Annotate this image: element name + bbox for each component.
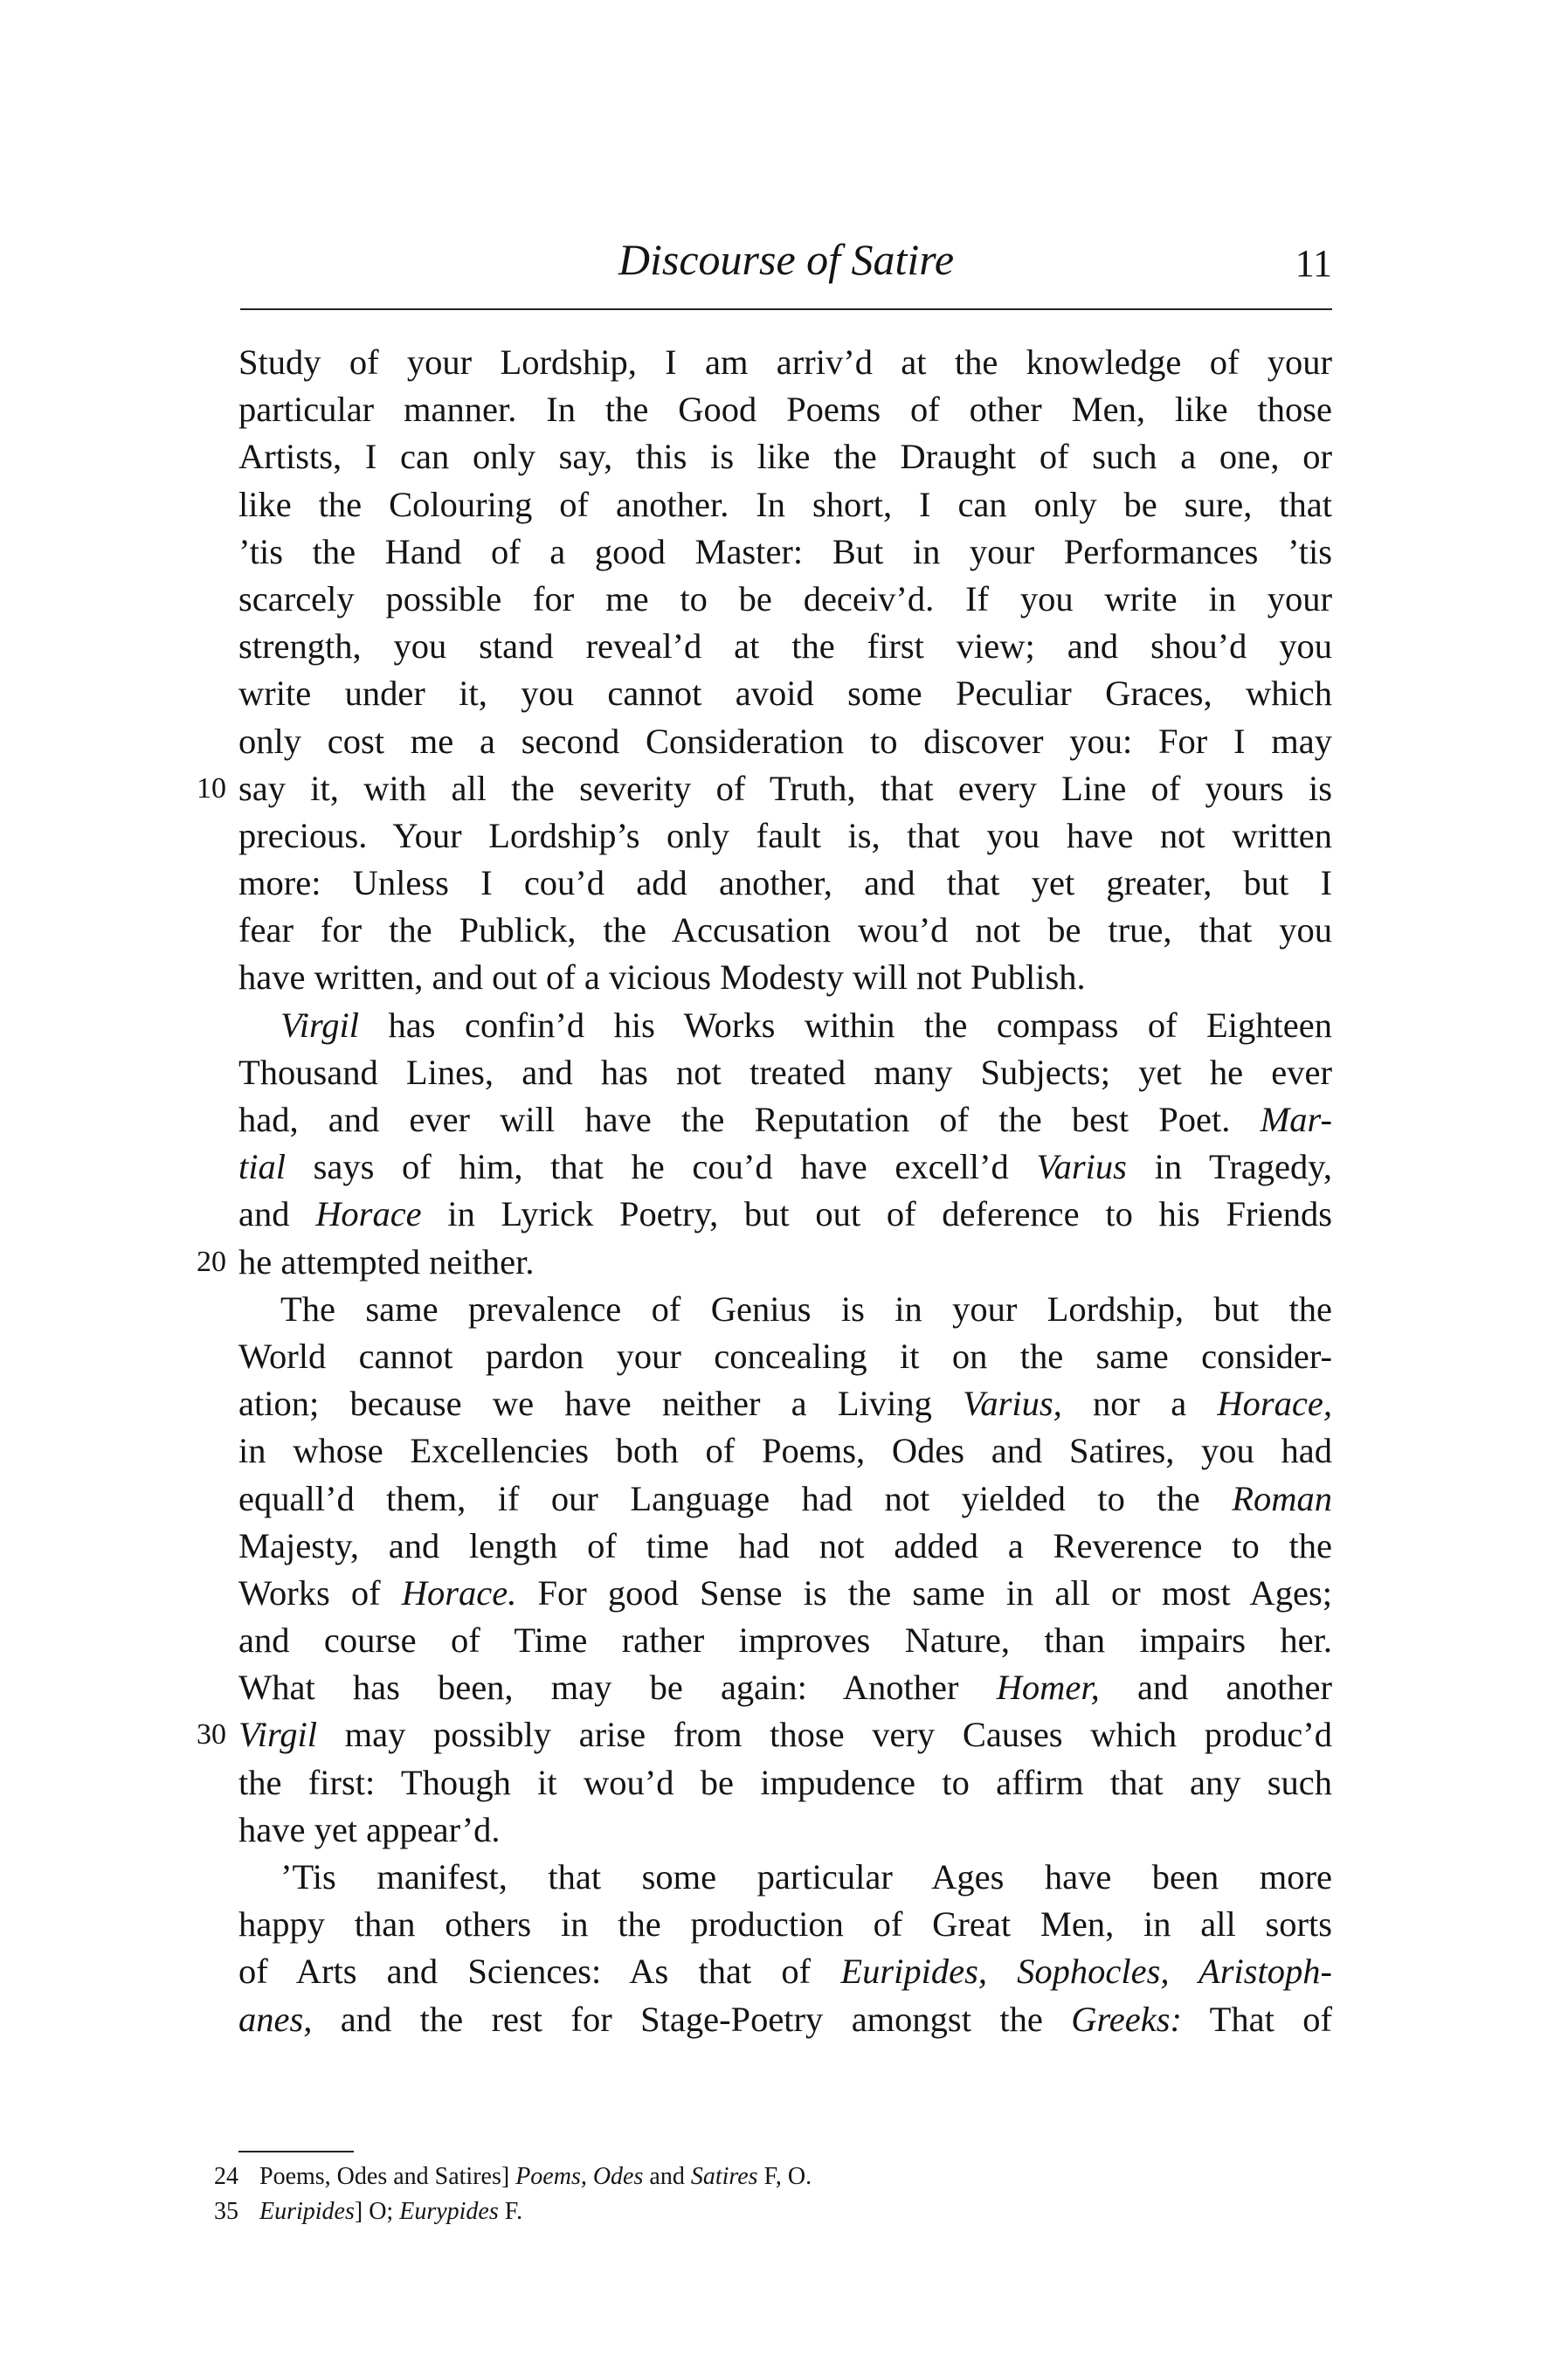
text-line — [238, 1286, 1332, 1333]
text-segment: and the rest for Stage-Poetry amongst the — [312, 1999, 1072, 2039]
text-segment: particular manner. In the Good Poems of other Men, like those — [238, 390, 1332, 430]
text-line — [238, 1996, 1332, 2043]
line-number: 30 — [197, 1718, 226, 1752]
italic-text: Homer, — [996, 1668, 1100, 1708]
text-segment: scarcely possible for me to be deceiv’d. If you write in your — [238, 578, 1332, 618]
text-segment: F. — [498, 2198, 523, 2225]
text-segment: strength, you stand reveal’d at the first view; and shou’d you — [238, 626, 1332, 667]
italic-text: Horace. — [401, 1572, 517, 1613]
text-line — [238, 1143, 1332, 1191]
text-line — [238, 1191, 1332, 1238]
line-number: 10 — [197, 771, 226, 805]
text-line — [197, 765, 1332, 812]
text-line — [238, 907, 1332, 954]
footnote — [214, 2194, 1306, 2229]
text-line — [238, 1807, 1332, 1854]
italic-text: Euripides — [259, 2198, 355, 2225]
text-segment: say it, with all the severity of Truth, that every Line of yours is — [238, 768, 1332, 808]
text-segment: ’Tis manifest, that some particular Ages have been more — [280, 1857, 1332, 1897]
italic-text: Horace, — [1217, 1384, 1332, 1424]
footnote-line-ref: 35 — [214, 2198, 238, 2225]
text-segment: F, O. — [757, 2163, 812, 2190]
text-segment: World cannot pardon your concealing it on the same consider- — [238, 1336, 1332, 1376]
text-segment: Works of — [238, 1572, 402, 1613]
text-line — [238, 1664, 1332, 1711]
text-line — [238, 1948, 1332, 1995]
text-line — [238, 481, 1332, 529]
running-title: Discourse of Satire — [618, 235, 955, 284]
text-segment: For good Sense is the same in all or most Ages; — [516, 1572, 1332, 1613]
line-number: 20 — [197, 1245, 226, 1278]
text-segment: ation; because we have neither a Living — [238, 1384, 964, 1424]
text-line — [238, 1617, 1332, 1664]
text-line — [197, 1711, 1332, 1758]
text-line — [238, 1570, 1332, 1617]
italic-text: Horace — [315, 1194, 422, 1234]
text-line — [238, 718, 1332, 765]
text-line — [238, 1475, 1332, 1523]
text-segment: more: Unless I cou’d add another, and that yet greater, but I — [238, 863, 1332, 903]
body-text — [197, 339, 1333, 2043]
text-segment: Thousand Lines, and has not treated many Subjects; yet he ever — [238, 1052, 1332, 1092]
italic-text: Mar- — [1260, 1100, 1332, 1139]
text-segment: in Lyrick Poetry, but out of deference to his Friends — [421, 1194, 1332, 1234]
text-line — [238, 1096, 1332, 1143]
footnotes — [214, 2159, 1306, 2229]
text-segment: Poems, Odes and Satires] — [259, 2163, 516, 2190]
text-line — [238, 433, 1332, 480]
text-segment: precious. Your Lordship’s only fault is, that you have not written — [238, 815, 1332, 855]
italic-text: Euripides, Sophocles, Aristoph- — [840, 1952, 1332, 1992]
page-number: 11 — [1295, 242, 1332, 285]
italic-text: Virgil — [238, 1715, 317, 1755]
text-line — [238, 623, 1332, 670]
text-segment: he attempted neither. — [238, 1241, 535, 1282]
text-line — [197, 1239, 1332, 1286]
italic-text: Roman — [1232, 1478, 1332, 1518]
text-segment: nor a — [1061, 1384, 1218, 1424]
italic-text: Poems, Odes — [515, 2163, 644, 2190]
text-segment: only cost me a second Consideration to discover you: For I may — [238, 721, 1332, 761]
italic-text: tial — [238, 1147, 287, 1187]
text-segment: and another — [1099, 1668, 1333, 1708]
text-segment: and — [643, 2163, 691, 2190]
text-line — [238, 1901, 1332, 1948]
text-segment: and — [238, 1194, 316, 1234]
text-segment: happy than others in the production of Great Men, in all sorts — [238, 1904, 1332, 1945]
text-line — [238, 860, 1332, 907]
text-line — [238, 812, 1332, 860]
text-line — [238, 529, 1332, 576]
text-segment: has confin’d his Works within the compass of Eighteen — [359, 1005, 1332, 1045]
italic-text: Varius, — [963, 1384, 1062, 1424]
text-line — [238, 339, 1332, 386]
text-segment: in whose Excellencies both of Poems, Odes and Satires, you had — [238, 1431, 1332, 1471]
text-segment: equall’d them, if our Language had not yielded to the — [238, 1478, 1233, 1518]
text-line — [238, 1427, 1332, 1475]
text-line — [238, 954, 1332, 1001]
text-segment: The same prevalence of Genius is in your Lordship, but the — [280, 1289, 1332, 1329]
footnote-rule — [238, 2151, 354, 2152]
text-segment: and course of Time rather improves Nature, than impairs her. — [238, 1620, 1332, 1661]
text-segment: have yet appear’d. — [238, 1809, 501, 1849]
text-segment: have written, and out of a vicious Modesty will not Publish. — [238, 957, 1086, 998]
text-line — [238, 1759, 1332, 1807]
text-segment: Majesty, and length of time had not added a Reverence to the — [238, 1525, 1332, 1565]
footnote-line-ref: 24 — [214, 2163, 238, 2190]
text-segment: says of him, that he cou’d have excell’d — [286, 1147, 1037, 1187]
text-line — [238, 1380, 1332, 1427]
footnote — [214, 2159, 1306, 2194]
text-segment: of Arts and Sciences: As that of — [238, 1952, 841, 1992]
italic-text: Satires — [690, 2163, 758, 2190]
running-head — [240, 234, 1332, 295]
text-line — [238, 386, 1332, 433]
text-line — [238, 670, 1332, 717]
text-line — [238, 1002, 1332, 1049]
italic-text: Eurypides — [399, 2198, 499, 2225]
text-segment: had, and ever will have the Reputation of the best Poet. — [238, 1100, 1261, 1139]
text-segment: ’tis the Hand of a good Master: But in your Performances ’tis — [238, 531, 1332, 571]
text-segment: Artists, I can only say, this is like the Draught of such a one, or — [238, 437, 1332, 477]
text-line — [238, 576, 1332, 623]
text-line — [238, 1854, 1332, 1901]
text-segment: fear for the Publick, the Accusation wou’d not be true, that you — [238, 910, 1332, 950]
text-segment: That of — [1181, 1999, 1333, 2039]
text-segment: write under it, you cannot avoid some Peculiar Graces, which — [238, 674, 1332, 714]
text-line — [238, 1333, 1332, 1380]
text-line — [238, 1523, 1332, 1570]
text-segment: may possibly arise from those very Causes which produc’d — [317, 1715, 1332, 1755]
text-line — [238, 1049, 1332, 1096]
text-segment: What has been, may be again: Another — [238, 1668, 997, 1708]
header-rule — [240, 308, 1332, 310]
italic-text: Virgil — [280, 1005, 359, 1045]
italic-text: Greeks: — [1071, 1999, 1182, 2039]
italic-text: anes, — [238, 1999, 313, 2039]
text-segment: the first: Though it wou’d be impudence to affirm that any such — [238, 1762, 1332, 1802]
italic-text: Varius — [1036, 1147, 1127, 1187]
text-segment: ] O; — [354, 2198, 400, 2225]
text-segment: in Tragedy, — [1126, 1147, 1332, 1187]
text-segment: like the Colouring of another. In short, I can only be sure, that — [238, 484, 1332, 524]
text-segment: Study of your Lordship, I am arriv’d at the knowledge of your — [238, 342, 1332, 382]
